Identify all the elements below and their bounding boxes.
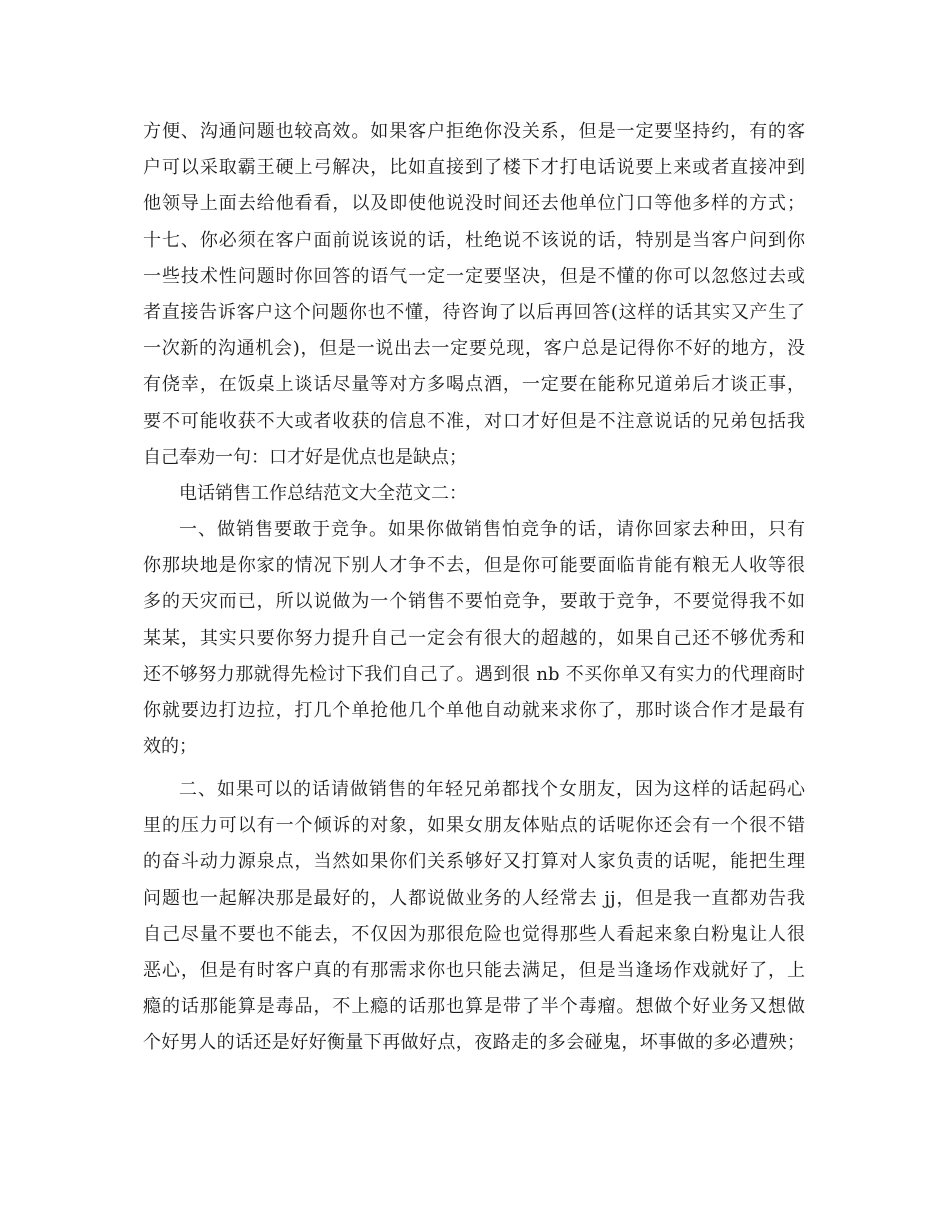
body-text-line: 个好男人的话还是好好衡量下再做好点，夜路走的多会碰鬼，坏事做的多必遭殃；: [143, 1032, 805, 1054]
body-text-line: 你就要边打边拉，打几个单抢他几个单他自动就来求你了，那时谈合作才是最有: [143, 700, 805, 721]
body-text-line: 自己尽量不要也不能去，不仅因为那很危险也觉得那些人看起来象白粉鬼让人很: [143, 923, 805, 945]
body-text-line: 里的压力可以有一个倾诉的对象，如果女朋友体贴点的话呢你还会有一个很不错: [143, 815, 805, 837]
body-text-line: 问题也一起解决那是最好的，人都说做业务的人经常去 jj，但是我一直都劝告我: [143, 887, 805, 909]
body-text-line: 户可以采取霸王硬上弓解决，比如直接到了楼下才打电话说要上来或者直接冲到: [143, 157, 805, 179]
body-text-line: 要不可能收获不大或者收获的信息不准，对口才好但是不注意说话的兄弟包括我: [143, 410, 805, 432]
paragraph-point-two: [143, 772, 805, 1062]
document-body: [143, 114, 805, 1061]
body-text-line: 你那块地是你家的情况下别人才争不去，但是你可能要面临肯能有粮无人收等很: [143, 555, 805, 577]
body-text-line: 多的天灾而已，所以说做为一个销售不要怕竞争，要敢于竞争，不要觉得我不如: [143, 591, 805, 613]
body-text-line: 的奋斗动力源泉点，当然如果你们关系够好又打算对人家负责的话呢，能把生理: [143, 851, 805, 873]
body-text-line: 者直接告诉客户这个问题你也不懂，待咨询了以后再回答(这样的话其实又产生了: [143, 301, 805, 323]
paragraph-continuation: [143, 114, 805, 476]
body-text-line: 有侥幸，在饭桌上谈话尽量等对方多喝点酒，一定要在能称兄道弟后才谈正事，: [143, 374, 805, 396]
section-heading: 电话销售工作总结范文大全范文二：: [179, 482, 467, 504]
body-text-line: 瘾的话那能算是毒品，不上瘾的话那也算是带了半个毒瘤。想做个好业务又想做: [143, 996, 805, 1018]
body-text-line: 恶心，但是有时客户真的有那需求你也只能去满足，但是当逢场作戏就好了，上: [143, 959, 805, 981]
body-text-line: 二、如果可以的话请做销售的年轻兄弟都找个女朋友，因为这样的话起码心: [179, 778, 805, 800]
body-text-line: 某某，其实只要你努力提升自己一定会有很大的超越的，如果自己还不够优秀和: [143, 627, 805, 649]
body-text-line: 他领导上面去给他看看，以及即使他说没时间还去他单位门口等他多样的方式；: [143, 193, 805, 215]
body-text-line: 方便、沟通问题也较高效。如果客户拒绝你没关系，但是一定要坚持约，有的客: [143, 121, 805, 142]
body-text-line: 一些技术性问题时你回答的语气一定一定要坚决，但是不懂的你可以忽悠过去或: [143, 265, 805, 287]
section-heading-block: [143, 476, 805, 512]
paragraph-point-one: [143, 512, 805, 765]
body-text-line: 十七、你必须在客户面前说该说的话，杜绝说不该说的话，特别是当客户问到你: [143, 229, 805, 251]
body-text-line: 自己奉劝一句：口才好是优点也是缺点；: [143, 446, 467, 468]
body-text-line: 一次新的沟通机会)，但是一说出去一定要兑现，客户总是记得你不好的地方，没: [143, 338, 805, 360]
body-text-line: 效的；: [143, 736, 197, 758]
body-text-line: 一、做销售要敢于竞争。如果你做销售怕竞争的话，请你回家去种田，只有: [179, 519, 805, 541]
body-text-line: 还不够努力那就得先检讨下我们自己了。遇到很 nb 不买你单又有实力的代理商时: [143, 663, 805, 685]
